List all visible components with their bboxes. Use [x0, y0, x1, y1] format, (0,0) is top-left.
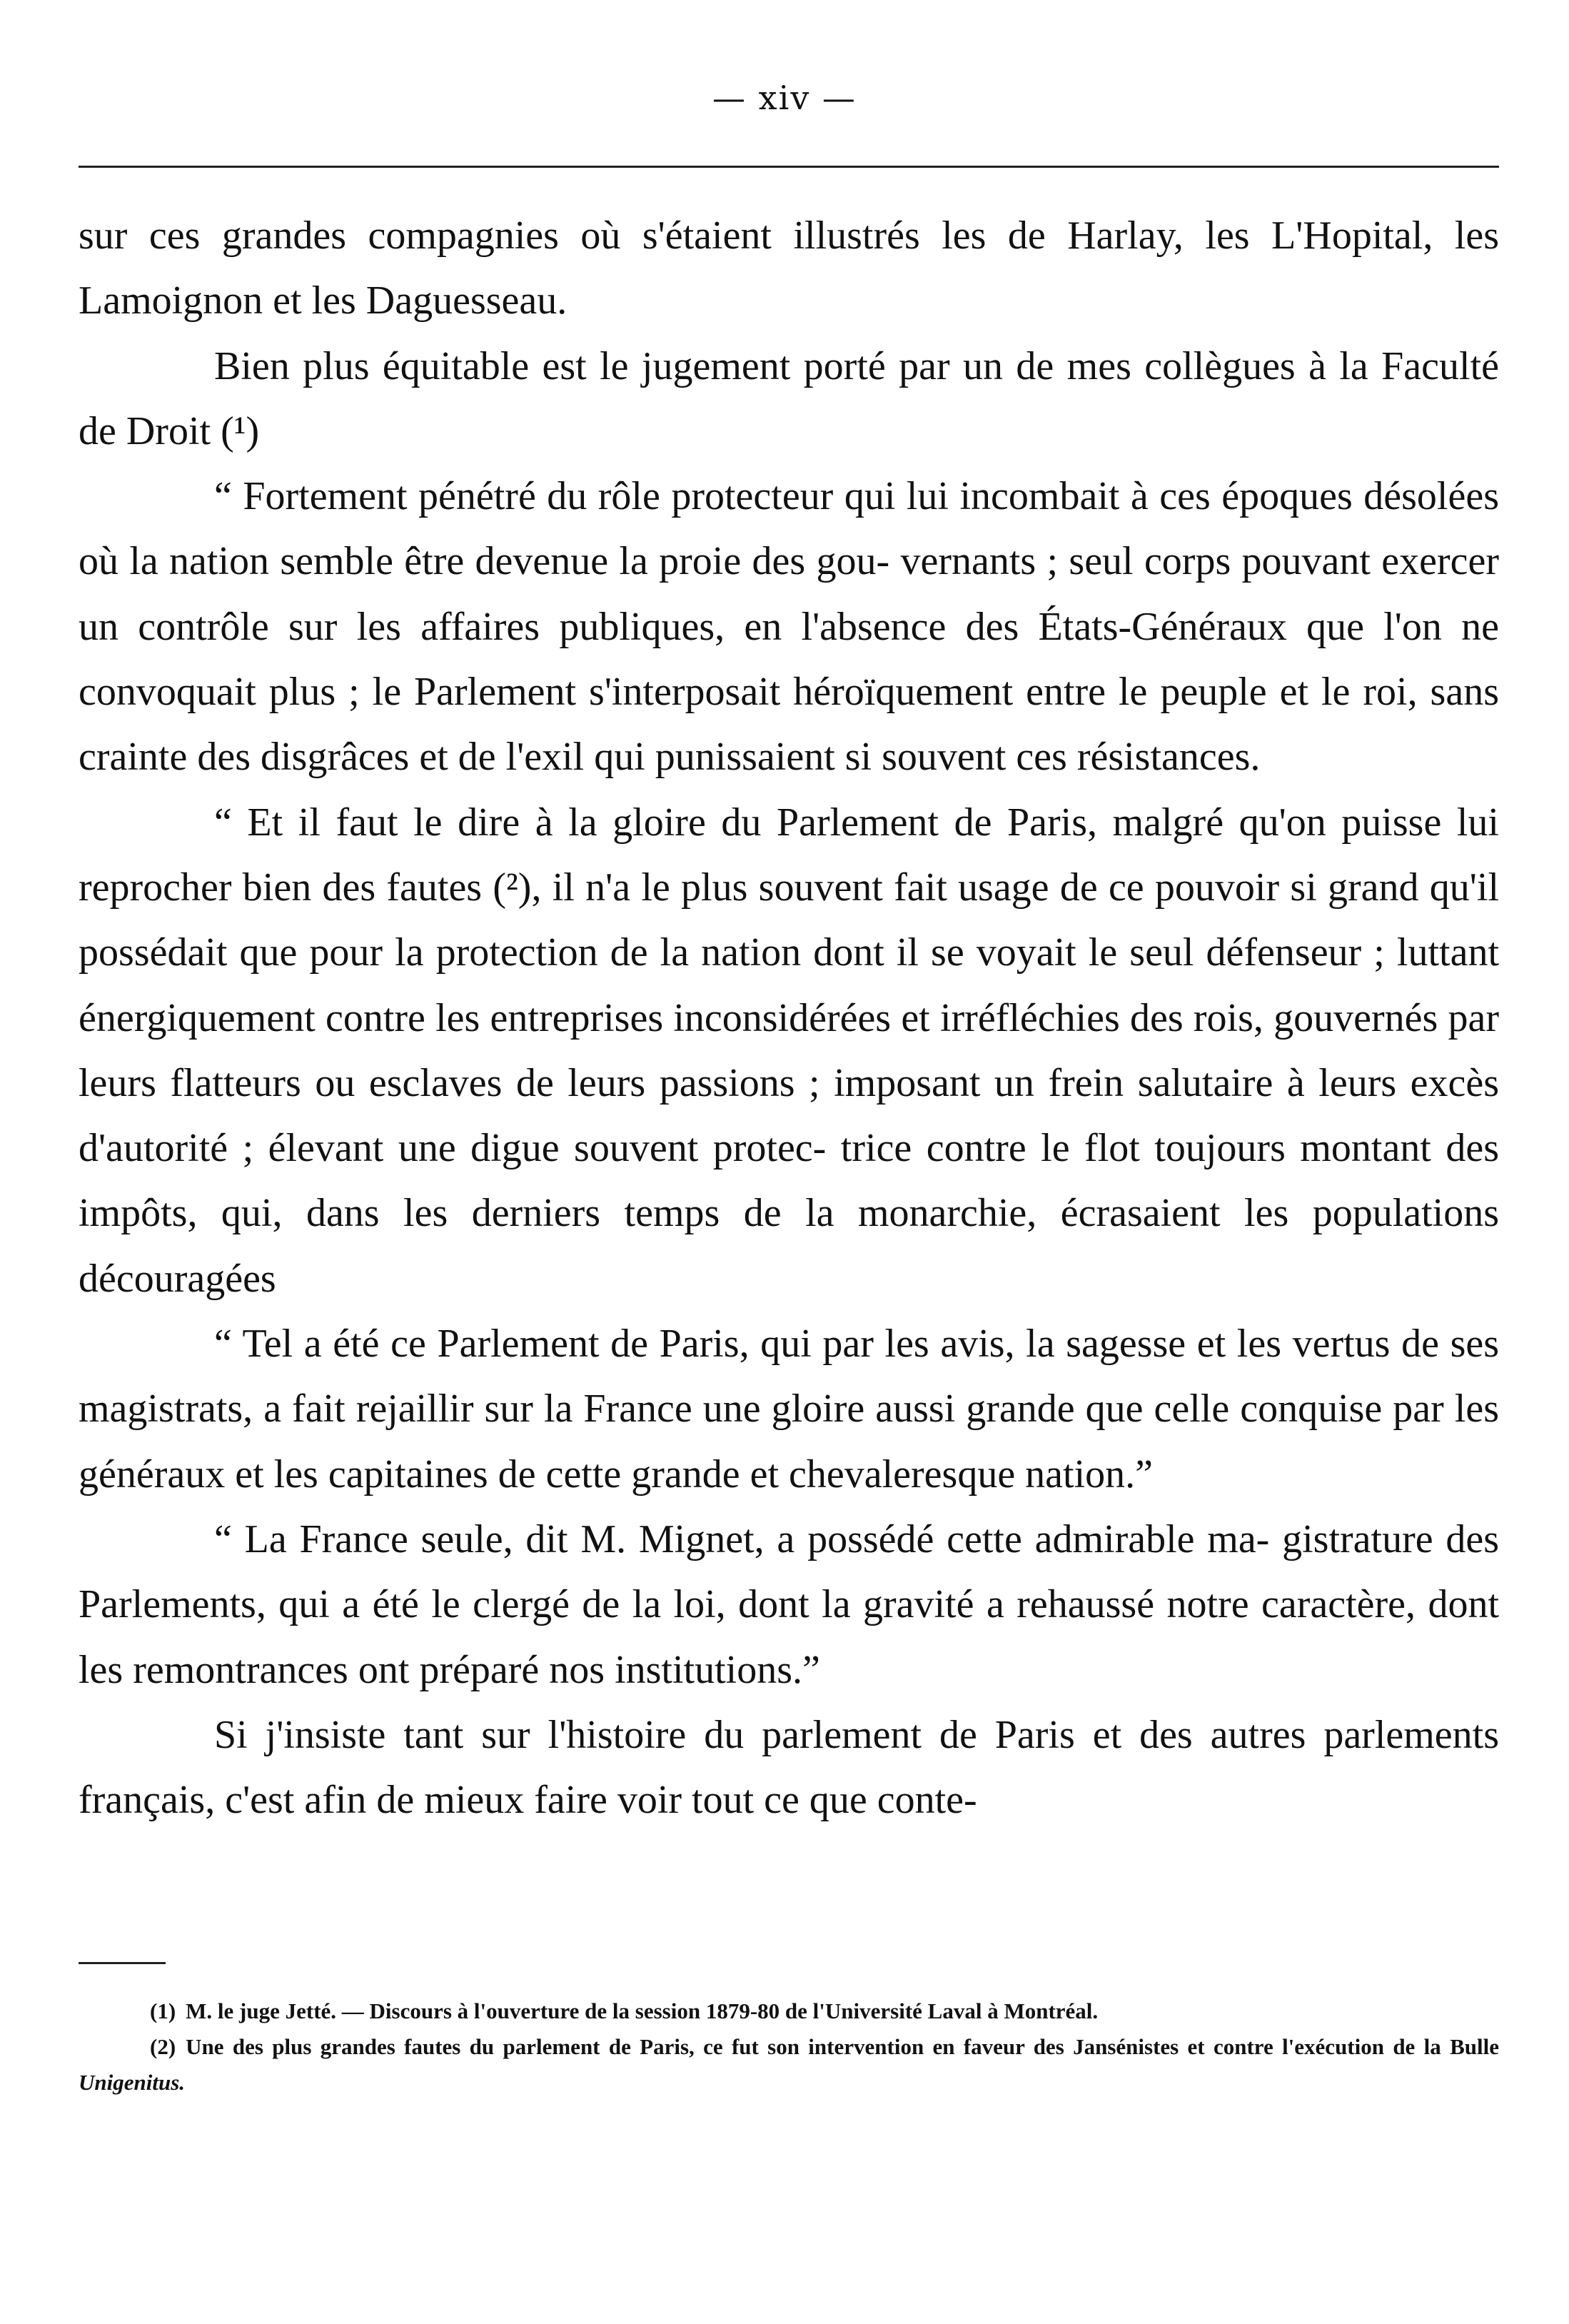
body-text: [79, 203, 1499, 1833]
text-line: aussi grande que celle conquise par les généraux et les capitaines de: [79, 1387, 1500, 1496]
paragraph-6: [79, 1507, 1499, 1703]
text-line: époques désolées où la nation semble être devenue la proie des gou-: [79, 474, 1499, 584]
text-line: sur ces grandes compagnies où s'étaient illustrés les de Harlay, les: [79, 213, 1250, 258]
text-line: gistrature des Parlements, qui a été le clergé de la loi, dont la gravité: [79, 1516, 1500, 1627]
footnote-text: M. le juge Jetté. — Discours à l'ouverture de la session 1879-80 de l'Université Laval à Montréal.: [186, 1998, 1099, 2023]
text-line: temps de la monarchie, écrasaient les populations découragées: [79, 1191, 1500, 1301]
text-line: de ce pouvoir si grand qu'il possédait que pour la protection de la: [79, 865, 1500, 975]
footnote-1: [79, 1993, 1499, 2029]
text-line: cette grande et chevaleresque nation.”: [545, 1452, 1154, 1496]
text-line: trice contre le flot toujours montant des impôts, qui, dans les derniers: [79, 1126, 1500, 1236]
footnote-italic-title: Unigenitus.: [79, 2070, 186, 2095]
text-line: contre les entreprises inconsidérées et irréfléchies des rois, gouvernés: [325, 995, 1438, 1040]
text-line: salutaire à leurs excès d'autorité ; élevant une digue souvent protec-: [79, 1060, 1500, 1171]
text-line: les vertus de ses magistrats, a fait rejaillir sur la France une gloire: [79, 1322, 1500, 1432]
text-line: nation dont il se voyait le seul défenseur ; luttant énergiquement: [79, 930, 1500, 1040]
text-line: institutions.”: [615, 1647, 820, 1692]
page-number: — xiv —: [712, 79, 857, 117]
text-line: crainte des disgrâces et de l'exil qui punissaient si souvent ces résistances.: [79, 735, 1261, 780]
footnote-text: et contre l'exécution de la Bulle: [1187, 2034, 1499, 2059]
text-line: “ Tel a été ce Parlement de Paris, qui par les avis, la sagesse et: [214, 1322, 1226, 1367]
paragraph-4: [79, 790, 1499, 1312]
footnote-text: Une des plus grandes fautes du parlement de Paris, ce fut son intervention en faveur des Jansénistes: [186, 2034, 1179, 2059]
text-line: à la Faculté de Droit (¹): [79, 343, 1499, 453]
paragraph-5: [79, 1312, 1499, 1507]
paragraph-1: [79, 203, 1499, 334]
footnote-rule: [79, 1962, 166, 1964]
footnote-number: (2): [150, 2034, 176, 2059]
text-line: vernants ; seul corps pouvant exercer un contrôle sur les affaires: [79, 539, 1500, 649]
text-line: “ Et il faut le dire à la gloire du Parlement de Paris, malgré qu'on: [214, 800, 1326, 845]
footnotes: [79, 1993, 1499, 2101]
text-line: Bien plus équitable est le jugement porté par un de mes collègues: [214, 343, 1296, 388]
text-line: Si j'insiste tant sur l'histoire du parlement de Paris et des autres: [214, 1712, 1306, 1757]
text-line: “ Fortement pénétré du rôle protecteur qui lui incombait à ces: [214, 474, 1211, 519]
text-line: le Parlement s'interposait héroïquement entre le peuple et le roi, sans: [372, 670, 1499, 715]
text-line: “ La France seule, dit M. Mignet, a possédé cette admirable ma-: [214, 1516, 1270, 1561]
paragraph-2: [79, 334, 1499, 465]
text-line: par leurs flatteurs ou esclaves de leurs passions ; imposant un frein: [79, 995, 1500, 1105]
text-line: parlements français, c'est afin de mieux faire voir tout ce que conte-: [79, 1712, 1500, 1823]
footnote-2: [79, 2029, 1499, 2101]
text-line: puisse lui reprocher bien des fautes (²), il n'a le plus souvent fait usage: [79, 800, 1499, 910]
text-line: publiques, en l'absence des États-Généraux que l'on ne convoquait plus ;: [79, 604, 1499, 715]
text-line: L'Hopital, les Lamoignon et les Daguesseau.: [79, 213, 1500, 323]
paragraph-7: [79, 1703, 1499, 1833]
footnote-number: (1): [150, 1998, 176, 2023]
paragraph-3: [79, 464, 1499, 790]
header-rule: [79, 166, 1499, 168]
text-line: a rehaussé notre caractère, dont les remontrances ont préparé nos: [79, 1582, 1500, 1692]
